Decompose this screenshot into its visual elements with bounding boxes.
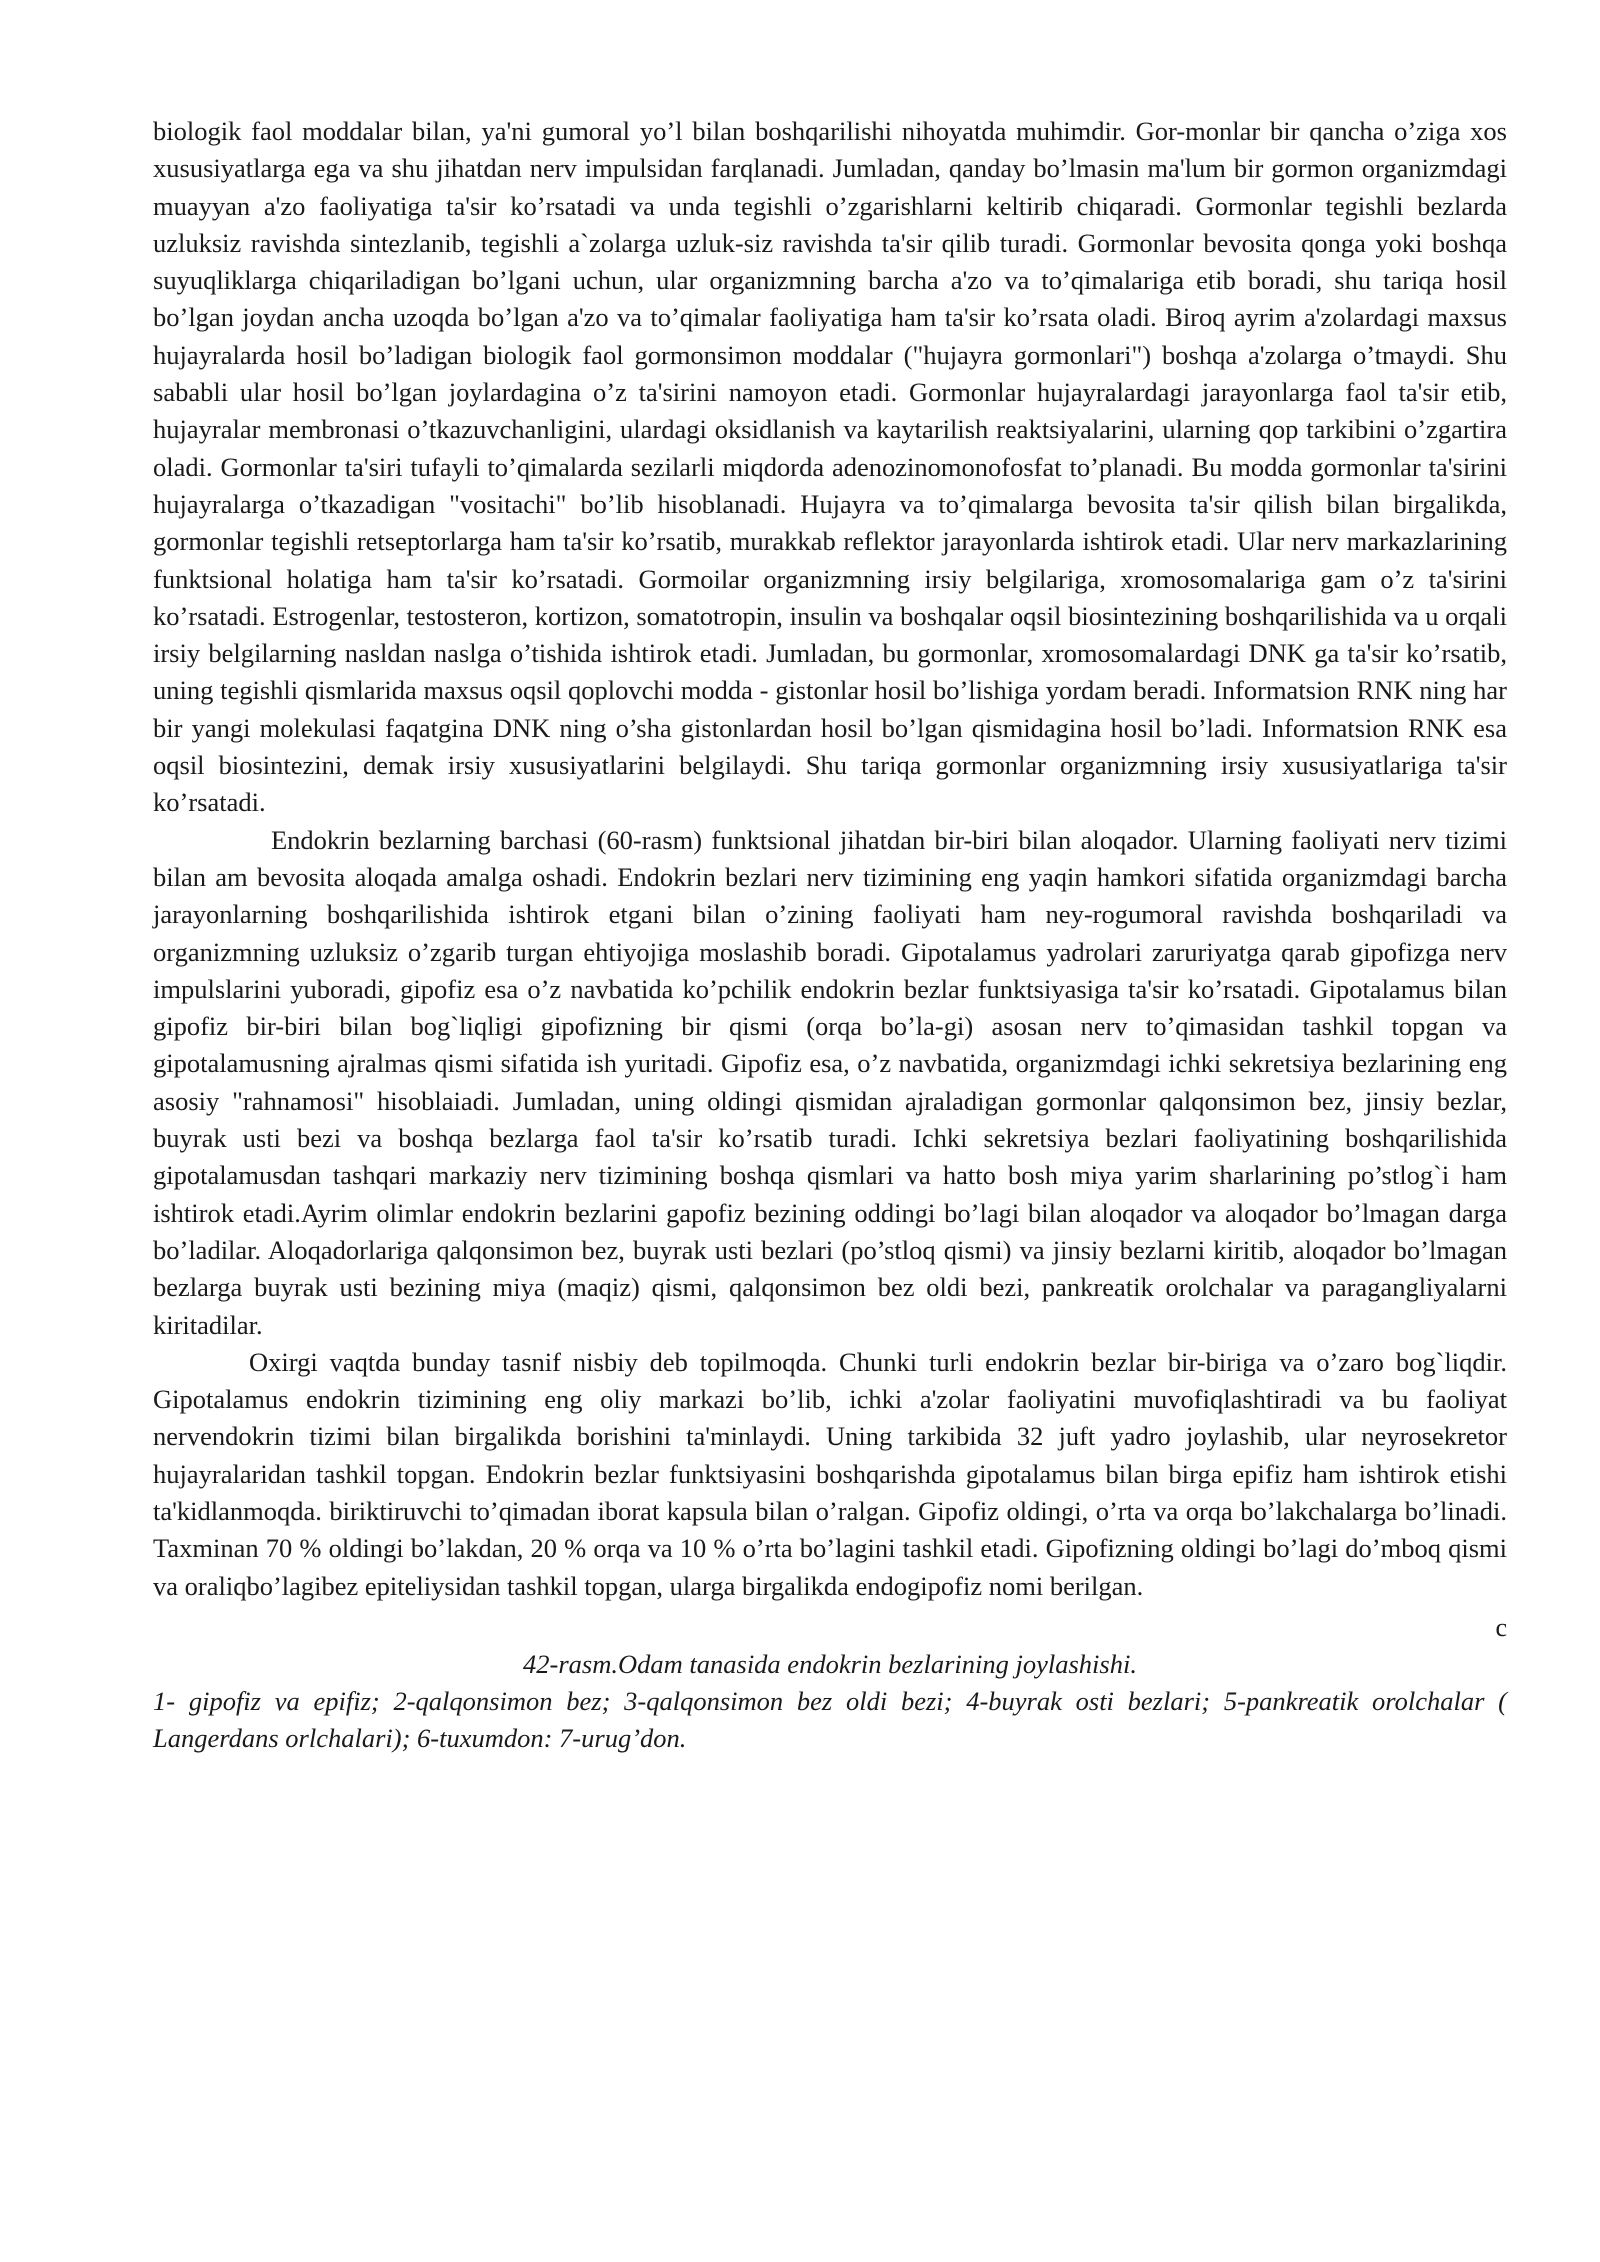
figure-caption-title: 42-rasm.Odam tanasida endokrin bezlarining joylashishi. — [523, 1648, 1137, 1679]
corner-mark: c — [1495, 1612, 1507, 1642]
body-paragraph-3: Oxirgi vaqtda bunday tasnif nisbiy deb topilmoqda. Chunki turli endokrin bezlar bir-biriga va o’zaro bog`liqdir. Gipotalamus endokrin tizimining eng oliy markazi bo’lib, ichki a'zolar faoliyatini muvofiqlashtiradi va bu faoliyat nervendokrin tizimi bilan birgalikda borishini ta'minlaydi. Uning tarkibida 32 juft yadro joylashib, ular neyrosekretor hujayralaridan tashkil topgan. Endokrin bezlar funktsiyasini boshqarishda gipotalamus bilan birga epifiz ham ishtirok etishi ta'kidlanmoqda. biriktiruvchi to’qimadan iborat kapsula bilan o’ralgan. Gipofiz oldingi, o’rta va orqa bo’lakchalarga bo’linadi. Taxminan 70 % oldingi bo’lakdan, 20 % orqa va 10 % o’rta bo’lagini tashkil etadi. Gipofizning oldingi bo’lagi do’mboq qismi va oraliqbo’lagibez epiteliysidan tashkil topgan, ularga birgalikda endogipofiz nomi berilgan. — [153, 1346, 1507, 1601]
body-paragraph-1: biologik faol moddalar bilan, ya'ni gumoral yo’l bilan boshqarilishi nihoyatda muhimdir. Gor-monlar bir qancha o’ziga xos xususiyatlarga ega va shu jihatdan nerv impulsidan farqlanadi. Jumladan, qanday bo’lmasin ma'lum bir gormon organizmdagi muayyan a'zo faoliyatiga ta'sir ko’rsatadi va unda tegishli o’zgarishlarni keltirib chiqaradi. Gormonlar tegishli bezlarda uzluksiz ravishda sintezlanib, tegishli a`zolarga uzluk-siz ravishda ta'sir qilib turadi. Gormonlar bevosita qonga yoki boshqa suyuqliklarga chiqariladigan bo’lgani uchun, ular organizmning barcha a'zo va to’qimalariga etib boradi, shu tariqa hosil bo’lgan joydan ancha uzoqda bo’lgan a'zo va to’qimalar faoliyatiga ham ta'sir ko’rsata oladi. Biroq ayrim a'zolardagi maxsus hujayralarda hosil bo’ladigan biologik faol gormonsimon moddalar ("hujayra gormonlari") boshqa a'zolarga o’tmaydi. Shu sababli ular hosil bo’lgan joylardagina o’z ta'sirini namoyon etadi. Gormonlar hujayralardagi jarayonlarga faol ta'sir etib, hujayralar membronasi o’tkazuvchanligini, ulardagi oksidlanish va kaytarilish reaktsiyalarini, ularning qop tarkibini o’zgartira oladi. Gormonlar ta'siri tufayli to’qimalarda sezilarli miqdorda adenozinomonofosfat to’planadi. Bu modda gormonlar ta'sirini hujayralarga o’tkazadigan "vositachi" bo’lib hisoblanadi. Hujayra va to’qimalarga bevosita ta'sir qilish bilan birgalikda, gormonlar tegishli retseptorlarga ham ta'sir ko’rsatib, murakkab reflektor jarayonlarda ishtirok etadi. Ular nerv markazlarining funktsional holatiga ham ta'sir ko’rsatadi. Gormoilar organizmning irsiy belgilariga, xromosomalariga gam o’z ta'sirini ko’rsatadi. Estrogenlar, testosteron, kortizon, somatotropin, insulin va boshqalar oqsil biosintezining boshqarilishida va u orqali irsiy belgilarning nasldan naslga o’tishida ishtirok etadi. Jumladan, bu gormonlar, xromosomalardagi DNK ga ta'sir ko’rsatib, uning tegishli qismlarida maxsus oqsil qoplovchi modda - gistonlar hosil bo’lishiga yordam beradi. Informatsion RNK ning har bir yangi molekulasi faqatgina DNK ning o’sha gistonlardan hosil bo’lgan qismidagina hosil bo’ladi. Informatsion RNK esa oqsil biosintezini, demak irsiy xususiyatlarini belgilaydi. Shu tariqa gormonlar organizmning irsiy xususiyatlariga ta'sir ko’rsatadi. — [153, 116, 1507, 818]
figure-caption-legend: 1- gipofiz va epifiz; 2-qalqonsimon bez; 3-qalqonsimon bez oldi bezi; 4-buyrak osti bezlari; 5-pankreatik orolchalar ( Langerdans orlchalari); 6-tuxumdon: 7-urug’don. — [153, 1686, 1507, 1754]
body-paragraph-2: Endokrin bezlarning barchasi (60-rasm) funktsional jihatdan bir-biri bilan aloqador. Ularning faoliyati nerv tizimi bilan am bevosita aloqada amalga oshadi. Endokrin bezlari nerv tizimining eng yaqin hamkori sifatida organizmdagi barcha jarayonlarning boshqarilishida ishtirok etgani bilan o’zining faoliyati ham ney-rogumoral ravishda boshqariladi va organizmning uzluksiz o’zgarib turgan ehtiyojiga moslashib boradi. Gipotalamus yadrolari zaruriyatga qarab gipofizga nerv impulslarini yuboradi, gipofiz esa o’z navbatida ko’pchilik endokrin bezlar funktsiyasiga ta'sir ko’rsatadi. Gipotalamus bilan gipofiz bir-biri bilan bog`liqligi gipofizning bir qismi (orqa bo’la-gi) asosan nerv to’qimasidan tashkil topgan va gipotalamusning ajralmas qismi sifatida ish yuritadi. Gipofiz esa, o’z navbatida, organizmdagi ichki sekretsiya bezlarining eng asosiy "rahnamosi" hisoblaiadi. Jumladan, uning oldingi qismidan ajraladigan gormonlar qalqonsimon bez, jinsiy bezlar, buyrak usti bezi va boshqa bezlarga faol ta'sir ko’rsatib turadi. Ichki sekretsiya bezlari faoliyatining boshqarilishida gipotalamusdan tashqari markaziy nerv tizimining boshqa qismlari va hatto bosh miya yarim sharlarining po’stlog`i ham ishtirok etadi.Ayrim olimlar endokrin bezlarini gapofiz bezining oddingi bo’lagi bilan aloqador va aloqador bo’lmagan darga bo’ladilar. Aloqadorlariga qalqonsimon bez, buyrak usti bezlari (po’stloq qismi) va jinsiy bezlarni kiritib, aloqador bo’lmagan bezlarga buyrak usti bezining miya (maqiz) qismi, qalqonsimon bez oldi bezi, pankreatik orolchalar va paragangliyalarni kiritadilar. — [153, 824, 1507, 1340]
document-page — [153, 113, 1507, 1758]
